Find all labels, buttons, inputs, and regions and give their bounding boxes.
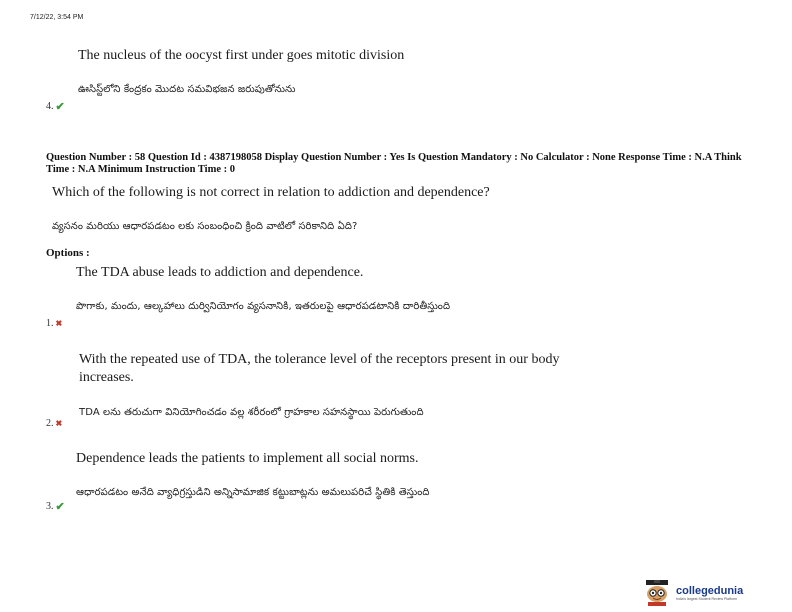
option-1-number (46, 318, 62, 329)
option-2-text-en-line2: increases. (79, 370, 134, 385)
question-meta: Question Number : 58 Question Id : 4387198058 Display Question Number : Yes Is Question Mandatory : No Calculator : None Response Time : N.A Think Time : N.A Minimum Instruction Time : 0 (46, 152, 742, 175)
mascot-icon (642, 580, 672, 606)
option-3-number (46, 500, 65, 513)
timestamp: 7/12/22, 3:54 PM (30, 14, 84, 21)
option-3-text-en: Dependence leads the patients to implement all social norms. (76, 451, 419, 466)
option-2-text-te: TDA లను తరుచుగా వినియోగించడం వల్ల శరీరంలో గ్రాహకాల సహనస్థాయి పెరుగుతుంది (79, 407, 424, 418)
option-number-label: 3. (46, 501, 54, 512)
option-number-label: 4. (46, 101, 54, 112)
option-number-label: 1. (46, 318, 54, 329)
option-1-text-en: The TDA abuse leads to addiction and dependence. (76, 265, 364, 280)
option-1-text-te: పొగాకు, మందు, ఆల్కహాలు దుర్వినియోగం వ్యసనానికి, ఇతరులపై ఆధారపడటానికి దారితీస్తుంది (76, 301, 451, 312)
option-3-text-te: ఆధారపడటం అనేది వ్యాధిగ్రస్తుడిని అన్నిసామాజిక కట్టుబాట్లను అమలుపరిచే స్థితికి తెస్తుంది (76, 487, 430, 498)
prev-option-text-en: The nucleus of the oocyst first under goes mitotic division (78, 48, 405, 63)
prev-option-number (46, 100, 65, 113)
option-2-text-en-line1: With the repeated use of TDA, the tolerance level of the receptors present in our body (79, 352, 560, 367)
check-icon: ✔ (55, 501, 65, 513)
cross-icon: ✖ (55, 319, 63, 328)
logo-tagline: India's largest Student Review Platform (676, 596, 737, 601)
question-text-en: Which of the following is not correct in relation to addiction and dependence? (52, 185, 490, 200)
check-icon: ✔ (55, 101, 65, 113)
prev-option-text-te: ఊసిస్ట్‌లోని కేంద్రకం మొదట సమవిభజన జరుపుతోనును (78, 84, 296, 95)
collegedunia-logo (642, 580, 743, 606)
option-2-number (46, 418, 62, 429)
options-label: Options : (46, 247, 90, 259)
cross-icon: ✖ (55, 419, 63, 428)
logo-name: collegedunia (676, 584, 744, 597)
option-number-label: 2. (46, 418, 54, 429)
question-text-te: వ్యసనం మరియు ఆధారపడటం లకు సంబంధించి క్రింది వాటిలో సరికానిది ఏది? (52, 221, 358, 232)
